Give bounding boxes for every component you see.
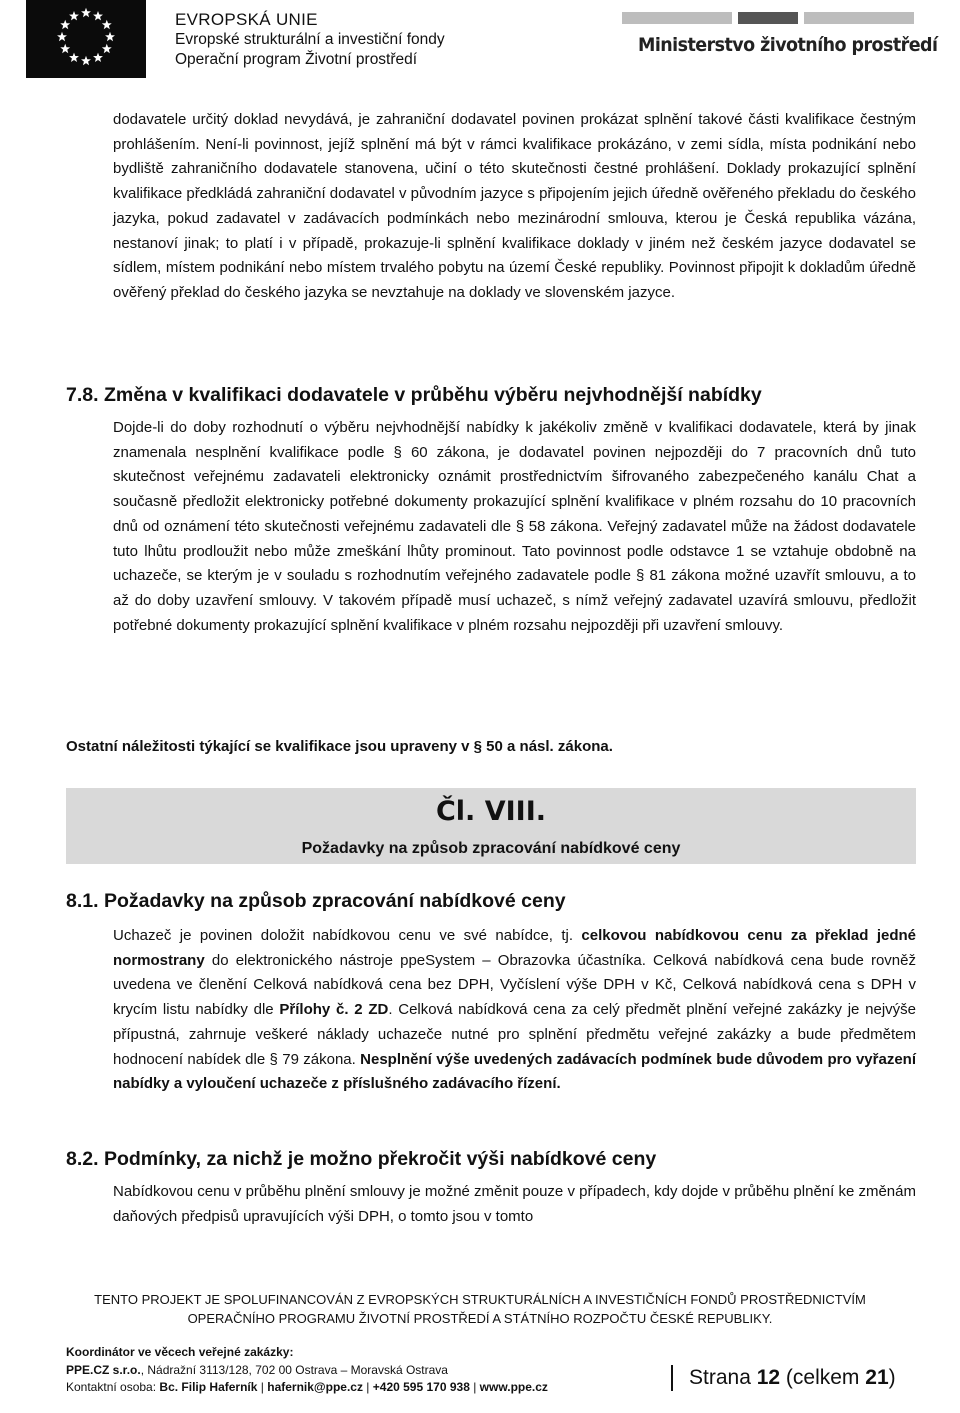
bold-segment: Nesplnění výše uvedených zadávacích podmínek bude důvodem pro vyřazení nabídky a vyloučení uchazeče z příslušného zadávacího řízení.	[113, 1050, 916, 1093]
text-segment: do elektronického nástroje ppeSystem – Obrazovka účastníka. Celková nabídková cena bude rovněž uvedena ve členění Celková nabídková cena bez DPH, Vyčíslení výše DPH v Kč, Celková nabídková cena s DPH v krycím listu nabídky dle	[113, 951, 916, 1019]
contact-name: Bc. Filip Haferník	[159, 1380, 258, 1394]
company-name: PPE.CZ s.r.o.	[66, 1362, 141, 1377]
bold-segment: celkovou nabídkovou cenu za překlad jedné normostrany	[113, 927, 916, 969]
star-icon	[93, 11, 103, 20]
star-icon	[81, 8, 91, 17]
bold-segment: Přílohy č. 2 ZD	[279, 1001, 389, 1019]
heading-7-8: 7.8. Změna v kvalifikaci dodavatele v průběhu výběru nejvhodnější nabídky	[66, 384, 762, 406]
footer-line-2: OPERAČNÍHO PROGRAMU ŽIVOTNÍ PROSTŘEDÍ A STÁTNÍHO ROZPOČTU ČESKÉ REPUBLIKY.	[187, 1311, 773, 1326]
star-icon	[60, 44, 70, 53]
contact-phone: +420 595 170 938	[372, 1380, 470, 1394]
eu-line-2: Evropské strukturální a investiční fondy	[175, 31, 445, 48]
star-icon	[60, 20, 70, 29]
contact-label: Kontaktní osoba:	[66, 1380, 160, 1394]
page-number	[671, 1365, 896, 1391]
ministry-logo	[614, 12, 938, 56]
paragraph-8-1	[113, 924, 916, 1097]
contact-web-link[interactable]: www.ppe.cz	[479, 1380, 548, 1394]
note-other-requirements: Ostatní náležitosti týkající se kvalifikace jsou upraveny v § 50 a násl. zákona.	[66, 738, 613, 755]
page-total: 21	[865, 1366, 889, 1389]
heading-8-1: 8.1. Požadavky na způsob zpracování nabídkové ceny	[66, 890, 566, 912]
separator: |	[257, 1380, 268, 1394]
star-icon	[102, 20, 112, 29]
footer-contact	[66, 1344, 548, 1397]
heading-8-2: 8.2. Podmínky, za nichž je možno překročit výši nabídkové ceny	[66, 1148, 657, 1170]
star-icon	[93, 53, 103, 62]
ministry-name: Ministerstvo životního prostředí	[638, 34, 938, 56]
paragraph-qualification-foreign: dodavatele určitý doklad nevydává, je zahraniční dodavatel povinen prokázat splnění takové části kvalifikace čestným prohlášením. Není-li povinnost, jejíž splnění má být v rámci kvalifikace prokázáno, v zemi sídla, místa podnikání nebo bydliště zahraničního dodavatele stanovena, učiní o této skutečnosti čestné prohlášení. Doklady prokazující splnění kvalifikace předkládá zahraniční dodavatel v původním jazyce s připojením jejich úředně ověřeného překladu do českého jazyka, pokud zadavatel v zadávacích podmínkách nebo mezinárodní smlouva, kterou je Česká republika vázána, nestanoví jinak; to platí i v případě, prokazuje-li splnění kvalifikace doklady v jiném než českém jazyce dodavatel se sídlem, místem podnikání nebo místem trvalého pobytu na území České republiky. Povinnost připojit k dokladům úředně ověřený překlad do českého jazyka se nevztahuje na doklady ve slovenském jazyce.	[113, 111, 916, 301]
eu-stars	[26, 0, 146, 78]
paragraph-7-8: Dojde-li do doby rozhodnutí o výběru nejvhodnější nabídky k jakékoliv změně v kvalifikaci dodavatele, která by jinak znamenala nesplnění kvalifikace podle § 60 zákona, je dodavatel povinen nejpozději do 7 pracovních dnů tuto skutečnost veřejnému zadavateli elektronicky oznámit prostřednictvím šifrovaného zabezpečeného kanálu Chat a současně předložit elektronicky potřebné dokumenty prokazující splnění kvalifikace v plném rozsahu do 10 pracovních dnů od oznámení této skutečnosti veřejnému zadavateli dle § 58 zákona. Veřejný zadavatel může na žádost dodavatele tuto lhůtu prodloužit nebo může zmeškání lhůty prominout. Tato povinnost podle odstavce 1 se vztahuje obdobně na uchazeče, se kterým je v souladu s rozhodnutím veřejného zadavatele podle § 81 zákona možné uzavřít smlouvu, a to až do doby uzavření smlouvy. V takovém případě musí uchazeč, s nímž veřejný zadavatel uzavírá smlouvu, předložit potřebné dokumenty prokazující splnění kvalifikace v plném rozsahu nejpozději při uzavření smlouvy.	[113, 419, 916, 634]
separator: |	[362, 1380, 373, 1394]
contact-email-link[interactable]: hafernik@ppe.cz	[267, 1380, 363, 1394]
text-segment: . Celková nabídková cena za celý předmět plnění veřejné zakázky je nejvýše přípustná, zahrnuje veškeré náklady uchazeče nutné pro splnění předmětu veřejné zakázky a bude předmětem hodnocení nabídek dle § 79 zákona.	[113, 1001, 916, 1068]
page-prefix: Strana	[689, 1366, 757, 1389]
article-subtitle: Požadavky na způsob zpracování nabídkové ceny	[301, 840, 681, 857]
footer-line-1: TENTO PROJEKT JE SPOLUFINANCOVÁN Z EVROPSKÝCH STRUKTURÁLNÍCH A INVESTIČNÍCH FONDŮ PROSTŘEDNICTVÍM	[94, 1292, 866, 1307]
eu-line-1: EVROPSKÁ UNIE	[175, 10, 318, 29]
star-icon	[57, 32, 67, 41]
star-icon	[105, 32, 115, 41]
article-banner	[66, 788, 916, 864]
eu-text-block	[175, 10, 445, 70]
eu-line-3: Operační program Životní prostředí	[175, 51, 418, 68]
page-suffix: )	[888, 1366, 896, 1389]
page-header	[0, 0, 960, 80]
star-icon	[102, 44, 112, 53]
company-address: , Nádražní 3113/128, 702 00 Ostrava – Moravská Ostrava	[140, 1362, 448, 1377]
star-icon	[69, 11, 79, 20]
eu-flag-icon	[26, 0, 146, 78]
star-icon	[69, 53, 79, 62]
article-title: Čl. VIII.	[435, 796, 547, 827]
paragraph-8-2: Nabídkovou cenu v průběhu plnění smlouvy je možné změnit pouze v případech, kdy dojde v průběhu plnění ke změnám daňových předpisů upravujících výši DPH, o tomto jsou v tomto	[113, 1183, 916, 1225]
page-current: 12	[756, 1366, 781, 1389]
text-segment: Uchazeč je povinen doložit nabídkovou cenu ve své nabídce, tj.	[113, 927, 582, 944]
star-icon	[81, 56, 91, 65]
separator: |	[469, 1380, 480, 1394]
page-mid: (celkem	[780, 1366, 866, 1389]
ministry-color-bar	[614, 12, 914, 24]
coordinator-label: Koordinátor ve věcech veřejné zakázky:	[66, 1345, 294, 1359]
footer-funding-note	[0, 1290, 960, 1328]
